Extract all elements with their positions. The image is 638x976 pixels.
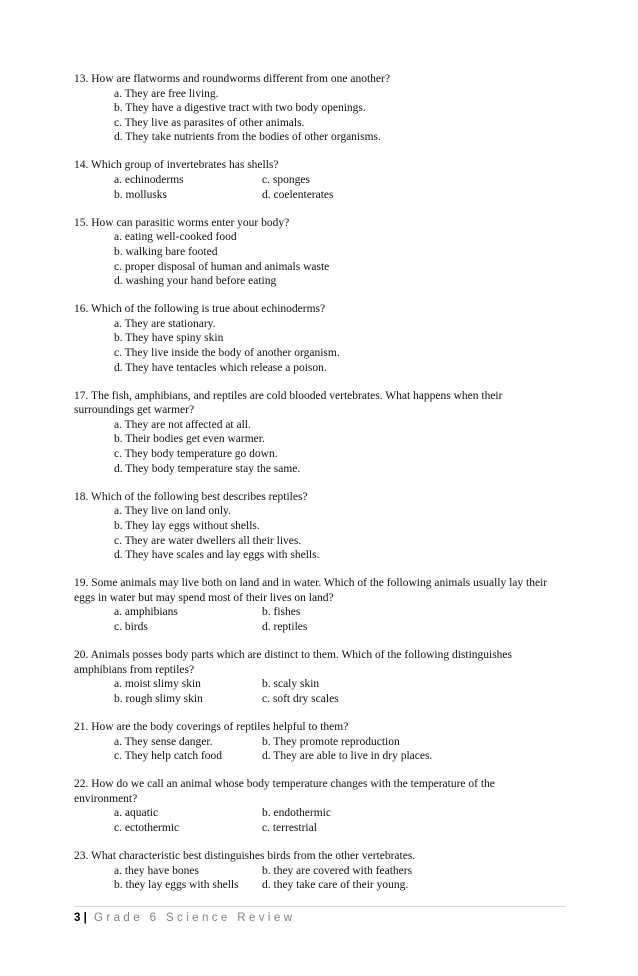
answer-option: c. sponges <box>262 174 310 187</box>
question-16 <box>74 302 554 375</box>
answer-option: d. They have scales and lay eggs with shells. <box>114 549 320 562</box>
answer-option: a. they have bones <box>114 864 199 877</box>
answer-option: c. birds <box>114 621 148 633</box>
answer-option: b. endothermic <box>262 807 331 820</box>
answer-row <box>74 735 554 750</box>
answer-option: a. They are stationary. <box>114 317 216 330</box>
question-17 <box>74 389 554 477</box>
answer-row <box>74 821 554 836</box>
answer-row <box>74 188 554 203</box>
answer-option: a. aquatic <box>114 807 159 820</box>
question-20 <box>74 648 554 706</box>
question-stem: 20. Animals posses body parts which are distinct to them. Which of the following distinguishes amphibians from reptiles? <box>74 649 513 676</box>
answer-option: d. They take nutrients from the bodies of other organisms. <box>114 131 381 144</box>
answer-option: c. soft dry scales <box>262 692 339 705</box>
answer-option: a. amphibians <box>114 606 178 619</box>
answer-option: c. They body temperature go down. <box>114 448 278 461</box>
answer-option: a. They are not affected at all. <box>114 418 251 431</box>
answer-option: c. terrestrial <box>262 822 317 835</box>
answer-option: c. They are water dwellers all their lives. <box>114 534 302 547</box>
question-stem: 15. How can parasitic worms enter your body? <box>74 216 290 229</box>
answer-row <box>74 806 554 821</box>
question-stem: 13. How are flatworms and roundworms different from one another? <box>74 73 390 85</box>
answer-row <box>74 749 554 764</box>
answer-option: a. They live on land only. <box>114 505 231 518</box>
answer-option: d. They have tentacles which release a poison. <box>114 361 327 374</box>
answer-option: d. washing your hand before eating <box>114 275 277 288</box>
answer-row <box>74 864 554 879</box>
question-stem: 23. What characteristic best distinguishes birds from the other vertebrates. <box>74 850 416 863</box>
page-number: 3 <box>74 912 81 924</box>
answer-option: c. They live as parasites of other animals. <box>114 116 305 129</box>
question-15 <box>74 216 554 289</box>
question-23 <box>74 849 554 893</box>
answer-option: d. coelenterates <box>262 188 334 201</box>
answer-row <box>74 677 554 692</box>
answer-row <box>74 173 554 188</box>
answer-option: b. they lay eggs with shells <box>114 879 239 892</box>
answer-row <box>74 692 554 707</box>
answer-option: b. They promote reproduction <box>262 735 400 748</box>
answer-option: a. eating well-cooked food <box>114 231 237 244</box>
answer-row <box>74 605 554 620</box>
question-19 <box>74 576 554 634</box>
answer-option: b. they are covered with feathers <box>262 864 413 877</box>
answer-option: d. they take care of their young. <box>262 879 409 892</box>
question-list <box>74 72 554 906</box>
answer-option: c. They live inside the body of another organism. <box>114 347 340 359</box>
answer-option: b. walking bare footed <box>114 245 218 258</box>
question-stem: 14. Which group of invertebrates has shells? <box>74 159 279 172</box>
answer-option: c. proper disposal of human and animals waste <box>114 260 330 273</box>
answer-option: b. They lay eggs without shells. <box>114 519 260 532</box>
answer-option: b. They have spiny skin <box>114 332 224 345</box>
question-22 <box>74 777 554 835</box>
answer-row <box>74 620 554 635</box>
footer-separator: | <box>83 912 87 924</box>
answer-option: a. They are free living. <box>114 87 219 100</box>
page-footer <box>74 906 566 924</box>
answer-option: d. reptiles <box>262 621 308 633</box>
question-14 <box>74 158 554 202</box>
answer-option: d. They body temperature stay the same. <box>114 462 301 475</box>
question-stem: 18. Which of the following best describes reptiles? <box>74 490 308 503</box>
answer-option: d. They are able to live in dry places. <box>262 750 433 763</box>
answer-option: a. echinoderms <box>114 174 184 187</box>
answer-row <box>74 878 554 893</box>
answer-option: b. rough slimy skin <box>114 692 203 705</box>
question-stem: 16. Which of the following is true about echinoderms? <box>74 303 326 316</box>
answer-option: a. moist slimy skin <box>114 678 201 691</box>
question-stem: 17. The fish, amphibians, and reptiles are cold blooded vertebrates. What happens when their surroundings get warmer? <box>74 389 503 417</box>
footer-title: Grade 6 Science Review <box>94 912 296 924</box>
answer-option: b. scaly skin <box>262 678 320 691</box>
answer-option: b. They have a digestive tract with two body openings. <box>114 102 366 115</box>
answer-option: c. ectothermic <box>114 822 180 835</box>
answer-option: c. They help catch food <box>114 750 223 763</box>
answer-option: b. fishes <box>262 606 301 619</box>
question-stem: 19. Some animals may live both on land and in water. Which of the following animals usually lay their eggs in water but may spend most of their lives on land? <box>74 577 548 604</box>
question-21 <box>74 720 554 764</box>
question-13 <box>74 72 554 145</box>
answer-option: b. Their bodies get even warmer. <box>114 433 265 446</box>
question-18 <box>74 490 554 563</box>
answer-option: a. They sense danger. <box>114 735 213 748</box>
question-stem: 22. How do we call an animal whose body temperature changes with the temperature of the environment? <box>74 778 495 805</box>
answer-option: b. mollusks <box>114 188 168 201</box>
question-stem: 21. How are the body coverings of reptiles helpful to them? <box>74 720 349 733</box>
